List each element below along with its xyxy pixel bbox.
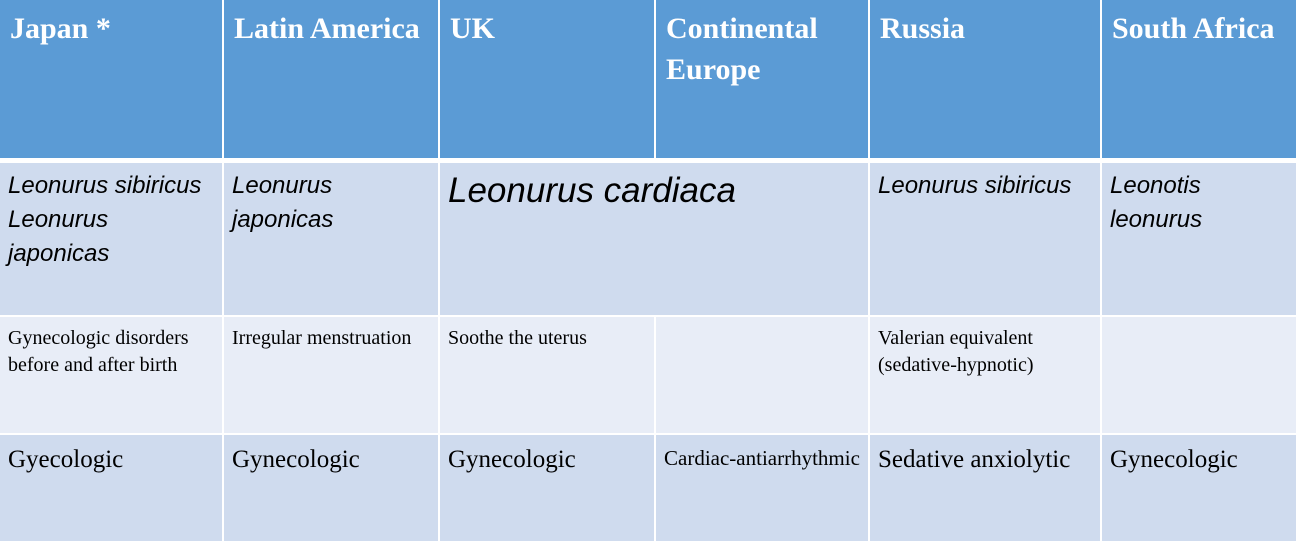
- use-japan: Gynecologic disorders before and after birth: [0, 316, 223, 434]
- header-russia: Russia: [869, 0, 1101, 161]
- species-row: [0, 161, 1296, 317]
- category-south-africa: Gynecologic: [1101, 434, 1296, 541]
- use-uk: Soothe the uterus: [439, 316, 655, 434]
- category-uk: Gynecologic: [439, 434, 655, 541]
- species-japan: Leonurus sibiricus Leonurus japonicas: [0, 161, 223, 317]
- header-uk: UK: [439, 0, 655, 161]
- header-continental-europe: Continental Europe: [655, 0, 869, 161]
- header-japan: Japan *: [0, 0, 223, 161]
- use-continental-europe: [655, 316, 869, 434]
- category-latin-america: Gynecologic: [223, 434, 439, 541]
- header-row: [0, 0, 1296, 161]
- use-russia: Valerian equivalent (sedative-hypnotic): [869, 316, 1101, 434]
- category-continental-europe: Cardiac-antiarrhythmic: [655, 434, 869, 541]
- use-latin-america: Irregular menstruation: [223, 316, 439, 434]
- species-latin-america: Leonurus japonicas: [223, 161, 439, 317]
- use-south-africa: [1101, 316, 1296, 434]
- category-row: [0, 434, 1296, 541]
- category-japan: Gyecologic: [0, 434, 223, 541]
- header-south-africa: South Africa: [1101, 0, 1296, 161]
- species-uk-europe: Leonurus cardiaca: [439, 161, 869, 317]
- uses-row: [0, 316, 1296, 434]
- species-south-africa: Leonotis leonurus: [1101, 161, 1296, 317]
- species-russia: Leonurus sibiricus: [869, 161, 1101, 317]
- category-russia: Sedative anxiolytic: [869, 434, 1101, 541]
- header-latin-america: Latin America: [223, 0, 439, 161]
